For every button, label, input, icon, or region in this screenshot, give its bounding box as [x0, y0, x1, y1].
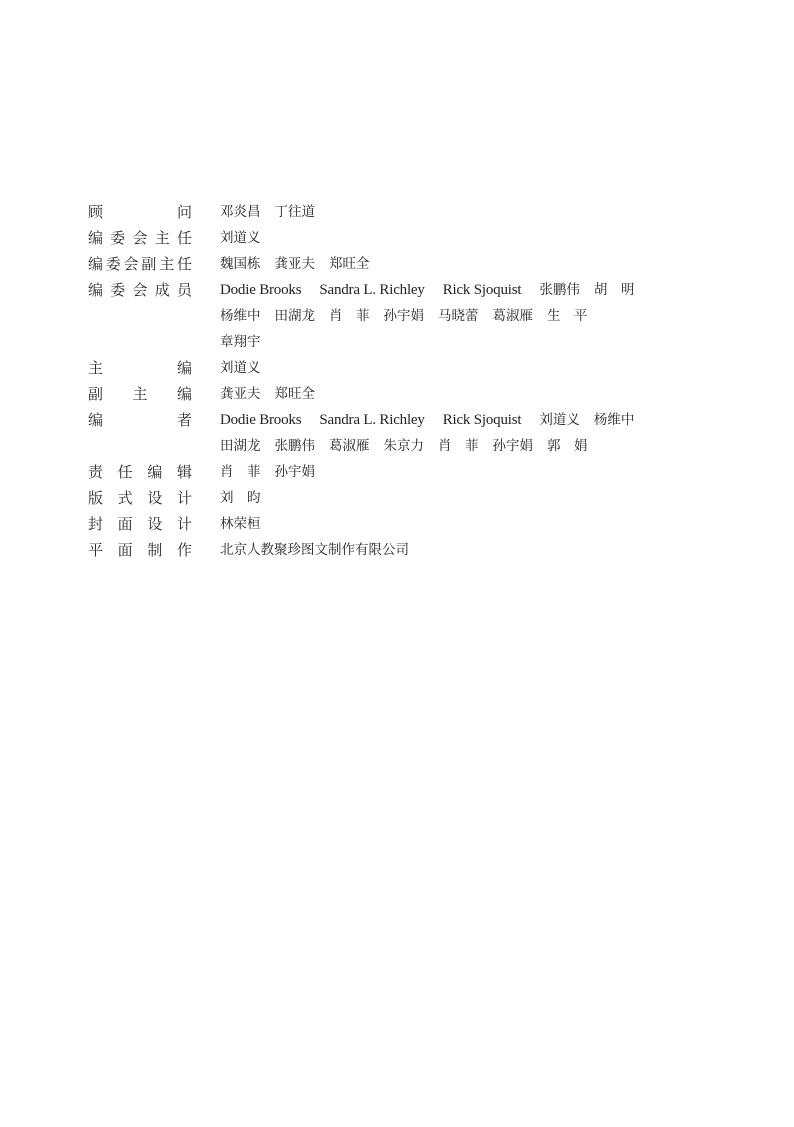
- person-name: 田湖龙: [274, 308, 315, 324]
- credit-role: 责任编辑: [88, 463, 192, 481]
- credit-people: [220, 225, 728, 251]
- person-name: 杨维中: [593, 412, 635, 428]
- credit-role: 封面设计: [88, 515, 192, 533]
- person-name: 田湖龙: [220, 438, 261, 454]
- person-name: Sandra L. Richley: [319, 282, 425, 298]
- person-name: 章翔宇: [220, 334, 261, 350]
- credit-role: 平面制作: [88, 541, 192, 559]
- credit-line: [220, 277, 728, 303]
- credit-line: [220, 329, 728, 355]
- person-name: 刘道义: [539, 412, 580, 428]
- person-name: Rick Sjoquist: [442, 412, 522, 428]
- credit-line: [220, 303, 728, 329]
- credit-row: [88, 355, 728, 381]
- credit-people: [220, 381, 728, 407]
- credit-role: 顾问: [88, 203, 192, 221]
- credit-people: [220, 407, 728, 459]
- person-name: 林荣桓: [220, 516, 261, 532]
- credit-people: [220, 277, 728, 355]
- credit-row: [88, 277, 728, 355]
- credit-line: [220, 459, 728, 485]
- credit-people: [220, 459, 728, 485]
- credit-role: 编委会副主任: [88, 255, 192, 273]
- credit-role: 编委会主任: [88, 229, 192, 247]
- person-name: Rick Sjoquist: [442, 282, 522, 298]
- credit-role: 副主编: [88, 385, 192, 403]
- person-name: 孙宇娟: [383, 308, 424, 324]
- person-name: Sandra L. Richley: [319, 412, 425, 428]
- credit-line: [220, 537, 728, 563]
- person-name: 魏国栋: [220, 256, 261, 272]
- credit-row: [88, 225, 728, 251]
- credit-role: 版式设计: [88, 489, 192, 507]
- person-name: 刘道义: [220, 360, 261, 376]
- person-name: 杨维中: [220, 308, 261, 324]
- credit-line: [220, 433, 728, 459]
- credit-role: 编委会成员: [88, 281, 192, 299]
- credit-line: [220, 199, 728, 225]
- person-name: 北京人教聚珍图文制作有限公司: [220, 542, 409, 558]
- person-name: 龚亚夫: [220, 386, 261, 402]
- credit-row: [88, 485, 728, 511]
- credit-people: [220, 251, 728, 277]
- person-name: 邓炎昌: [220, 204, 261, 220]
- person-name: 刘 昀: [220, 490, 261, 506]
- person-name: 马晓蕾: [438, 308, 479, 324]
- person-name: 丁往道: [274, 204, 315, 220]
- credit-people: [220, 511, 728, 537]
- person-name: 郭 娟: [547, 438, 588, 454]
- credit-row: [88, 537, 728, 563]
- credit-people: [220, 355, 728, 381]
- credit-row: [88, 407, 728, 459]
- credit-row: [88, 459, 728, 485]
- person-name: 郑旺全: [274, 386, 315, 402]
- person-name: 肖 菲: [329, 308, 370, 324]
- credit-row: [88, 381, 728, 407]
- credit-role: 主编: [88, 359, 192, 377]
- credit-line: [220, 407, 728, 433]
- person-name: 郑旺全: [329, 256, 370, 272]
- person-name: 刘道义: [220, 230, 261, 246]
- credit-people: [220, 199, 728, 225]
- person-name: 张鹏伟: [274, 438, 315, 454]
- person-name: 葛淑雁: [329, 438, 370, 454]
- person-name: 龚亚夫: [274, 256, 315, 272]
- person-name: 孙宇娟: [274, 464, 315, 480]
- person-name: Dodie Brooks: [220, 282, 302, 298]
- credit-line: [220, 251, 728, 277]
- credit-row: [88, 511, 728, 537]
- credit-line: [220, 381, 728, 407]
- person-name: 朱京力: [383, 438, 424, 454]
- person-name: Dodie Brooks: [220, 412, 302, 428]
- person-name: 生 平: [547, 308, 588, 324]
- person-name: 葛淑雁: [492, 308, 533, 324]
- credit-role: 编者: [88, 411, 192, 429]
- person-name: 肖 菲: [438, 438, 479, 454]
- credit-row: [88, 251, 728, 277]
- credit-people: [220, 485, 728, 511]
- credit-people: [220, 537, 728, 563]
- credit-line: [220, 485, 728, 511]
- credit-line: [220, 225, 728, 251]
- person-name: 孙宇娟: [492, 438, 533, 454]
- credits-list: [88, 199, 728, 563]
- credit-line: [220, 355, 728, 381]
- credit-line: [220, 511, 728, 537]
- person-name: 张鹏伟: [539, 282, 580, 298]
- person-name: 肖 菲: [220, 464, 261, 480]
- credit-row: [88, 199, 728, 225]
- person-name: 胡 明: [593, 282, 635, 298]
